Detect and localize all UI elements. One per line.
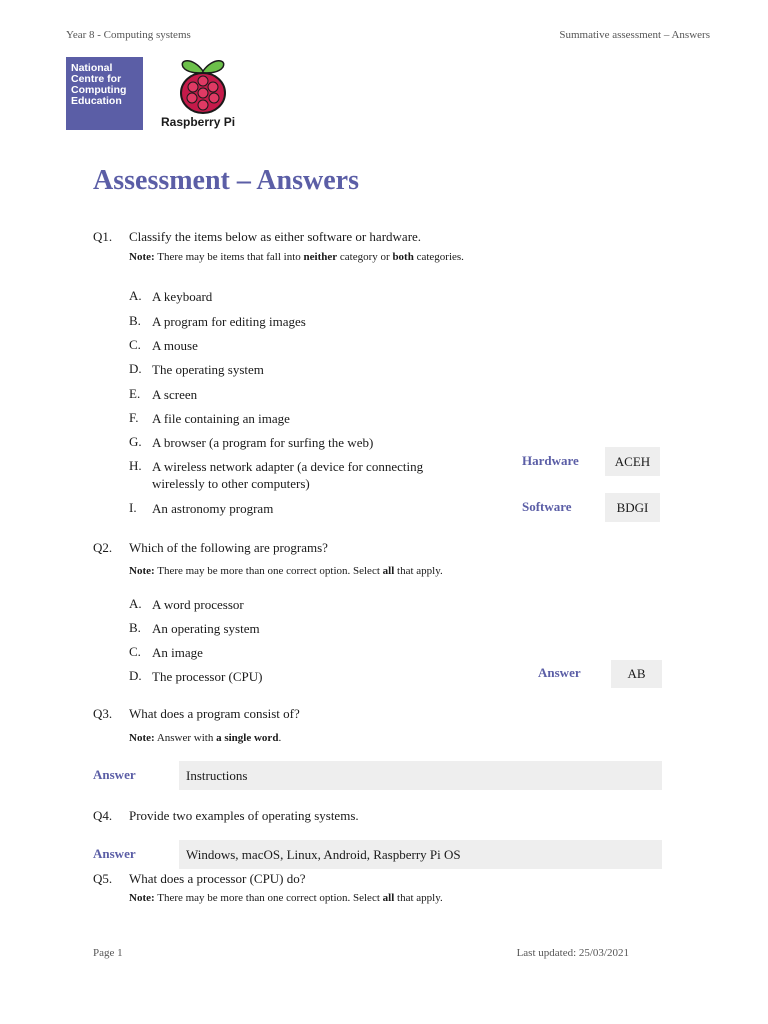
header-right: Summative assessment – Answers bbox=[559, 29, 710, 41]
raspberry-pi-logo bbox=[158, 55, 248, 133]
answer-box-software[interactable]: BDGI bbox=[605, 493, 660, 522]
q1-option-letter: B. bbox=[129, 313, 141, 328]
page-title: Assessment – Answers bbox=[93, 165, 359, 196]
q4-answer-box[interactable]: Windows, macOS, Linux, Android, Raspberry Pi OS bbox=[179, 840, 662, 869]
q1-option-letter: F. bbox=[129, 410, 139, 425]
q1-option-text: A wireless network adapter (a device for connecting bbox=[152, 459, 424, 474]
q1-option-letter: G. bbox=[129, 434, 142, 449]
q2-option-text: An operating system bbox=[152, 621, 260, 636]
answer-label-software: Software bbox=[522, 499, 572, 514]
q1-option-text-continued: wirelessly to other computers) bbox=[152, 476, 310, 491]
q2-option-letter: B. bbox=[129, 620, 141, 635]
q3-text: What does a program consist of? bbox=[129, 706, 300, 721]
q1-option-text: A browser (a program for surfing the web) bbox=[152, 435, 374, 450]
raspberry-icon bbox=[173, 55, 233, 115]
footer-last-updated: Last updated: 25/03/2021 bbox=[516, 947, 629, 959]
q3-answer-label: Answer bbox=[93, 767, 136, 782]
q1-option-text: An astronomy program bbox=[152, 501, 274, 516]
q1-option-letter: D. bbox=[129, 361, 142, 376]
q1-option-letter: H. bbox=[129, 458, 142, 473]
q5-note: Note: There may be more than one correct option. Select all that apply. bbox=[129, 892, 443, 904]
answer-label-hardware: Hardware bbox=[522, 453, 579, 468]
q1-option-letter: I. bbox=[129, 500, 137, 515]
q4-text: Provide two examples of operating systems. bbox=[129, 808, 359, 823]
q2-note: Note: There may be more than one correct option. Select all that apply. bbox=[129, 565, 443, 577]
q2-answer-label: Answer bbox=[538, 665, 581, 680]
q1-option-text: A keyboard bbox=[152, 289, 213, 304]
q2-number: Q2. bbox=[93, 540, 113, 555]
q1-option-letter: E. bbox=[129, 386, 141, 401]
q2-option-text: The processor (CPU) bbox=[152, 669, 263, 684]
q4-answer-label: Answer bbox=[93, 846, 136, 861]
q1-number: Q1. bbox=[93, 229, 113, 244]
q3-note: Note: Answer with a single word. bbox=[129, 732, 282, 744]
q1-text: Classify the items below as either software or hardware. bbox=[129, 229, 422, 244]
q1-option-text: A file containing an image bbox=[152, 411, 290, 426]
q1-option-text: The operating system bbox=[152, 362, 264, 377]
answer-box-hardware[interactable]: ACEH bbox=[605, 447, 660, 476]
q4-number: Q4. bbox=[93, 808, 113, 823]
q1-option-text: A program for editing images bbox=[152, 314, 306, 329]
q1-option-text: A screen bbox=[152, 387, 198, 402]
ncce-logo: National Centre for Computing Education bbox=[66, 57, 143, 130]
q2-option-letter: A. bbox=[129, 596, 142, 611]
q5-number: Q5. bbox=[93, 871, 113, 886]
q1-option-letter: A. bbox=[129, 288, 142, 303]
header-left: Year 8 - Computing systems bbox=[66, 29, 191, 41]
q5-text: What does a processor (CPU) do? bbox=[129, 871, 306, 886]
q2-answer-box[interactable]: AB bbox=[611, 660, 662, 688]
q3-answer-box[interactable]: Instructions bbox=[179, 761, 662, 790]
q2-option-text: An image bbox=[152, 645, 203, 660]
q1-note: Note: There may be items that fall into neither category or both categories. bbox=[129, 251, 464, 263]
footer-page-number: Page 1 bbox=[93, 947, 123, 959]
q1-option-letter: C. bbox=[129, 337, 141, 352]
q2-option-letter: C. bbox=[129, 644, 141, 659]
q3-number: Q3. bbox=[93, 706, 113, 721]
raspberry-pi-label: Raspberry Pi bbox=[161, 115, 236, 129]
q2-option-letter: D. bbox=[129, 668, 142, 683]
q2-text: Which of the following are programs? bbox=[129, 540, 328, 555]
q2-option-text: A word processor bbox=[152, 597, 244, 612]
q1-option-text: A mouse bbox=[152, 338, 198, 353]
